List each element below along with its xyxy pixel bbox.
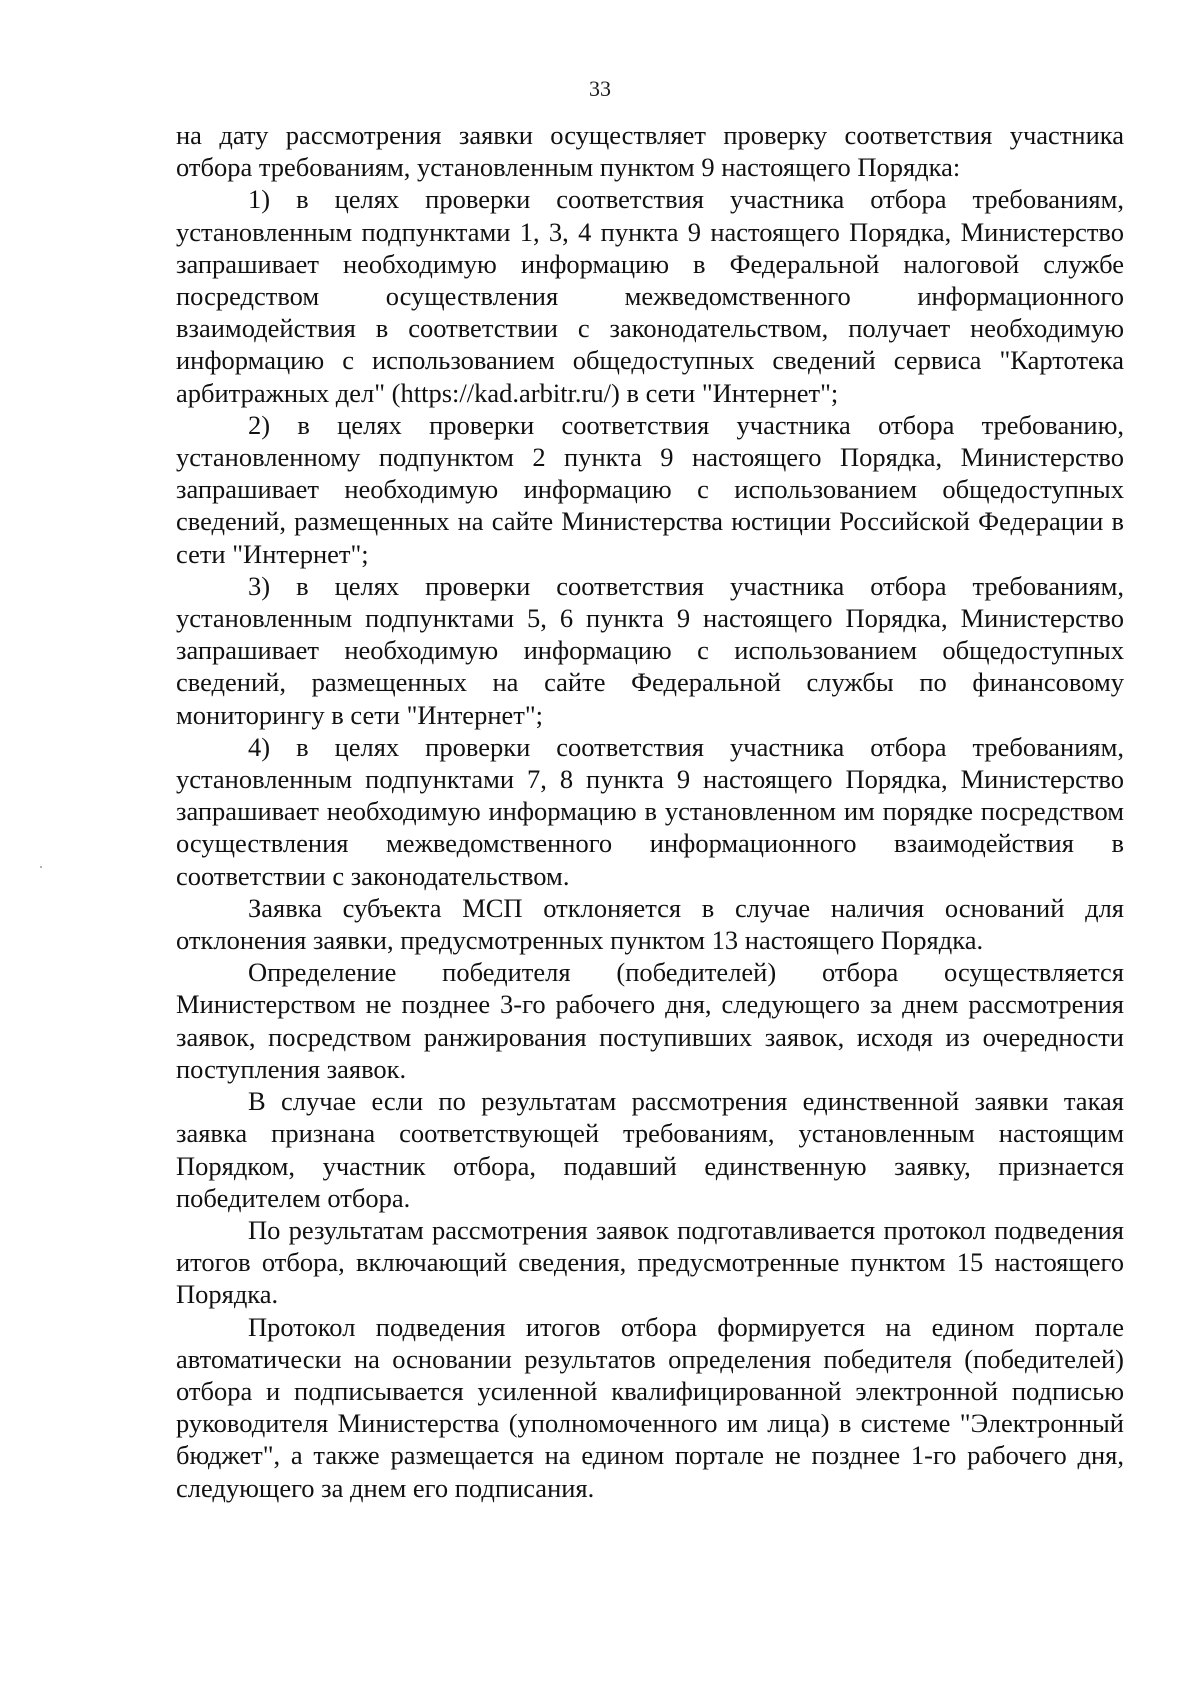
scan-speck	[40, 866, 42, 868]
paragraph-continuation: на дату рассмотрения заявки осуществляет проверку соответствия участника отбора требованиям, установленным пунктом 9 настоящего Порядка:	[176, 120, 1124, 183]
paragraph-protocol-formation: Протокол подведения итогов отбора формируется на едином портале автоматически на основании результатов определения победителя (победителей) отбора и подписывается усиленной квалифицированной электронной подписью руководителя Министерства (уполномоченного им лица) в системе "Электронный бюджет", а также размещается на едином портале не позднее 1-го рабочего дня, следующего за днем его подписания.	[176, 1311, 1124, 1503]
paragraph-item-1: 1) в целях проверки соответствия участника отбора требованиям, установленным подпунктами 1, 3, 4 пункта 9 настоящего Порядка, Министерство запрашивает необходимую информацию в Федеральной налоговой службе посредством осуществления межведомственного информационного взаимодействия в соответствии с законодательством, получает необходимую информацию с использованием общедоступных сведений сервиса "Картотека арбитражных дел" (https://kad.arbitr.ru/) в сети "Интернет";	[176, 184, 1124, 408]
paragraph-rejection: Заявка субъекта МСП отклоняется в случае наличия оснований для отклонения заявки, предусмотренных пунктом 13 настоящего Порядка.	[176, 892, 1124, 956]
page-number: 33	[589, 76, 611, 101]
paragraph-item-3: 3) в целях проверки соответствия участника отбора требованиям, установленным подпунктами 5, 6 пункта 9 настоящего Порядка, Министерство запрашивает необходимую информацию с использованием общедоступных сведений, размещенных на сайте Федеральной службы по финансовому мониторингу в сети "Интернет";	[176, 570, 1124, 730]
paragraph-item-2: 2) в целях проверки соответствия участника отбора требованию, установленному подпунктом 2 пункта 9 настоящего Порядка, Министерство запрашивает необходимую информацию с использованием общедоступных сведений, размещенных на сайте Министерства юстиции Российской Федерации в сети "Интернет";	[176, 409, 1124, 569]
paragraph-item-4: 4) в целях проверки соответствия участника отбора требованиям, установленным подпунктами 7, 8 пункта 9 настоящего Порядка, Министерство запрашивает необходимую информацию в установленном им порядке посредством осуществления межведомственного информационного взаимодействия в соответствии с законодательством.	[176, 731, 1124, 891]
document-body	[176, 119, 1124, 1504]
paragraph-winner-determination: Определение победителя (победителей) отбора осуществляется Министерством не позднее 3-го рабочего дня, следующего за днем рассмотрения заявок, посредством ранжирования поступивших заявок, исходя из очередности поступления заявок.	[176, 957, 1124, 1084]
paragraph-protocol-preparation: По результатам рассмотрения заявок подготавливается протокол подведения итогов отбора, включающий сведения, предусмотренные пунктом 15 настоящего Порядка.	[176, 1214, 1124, 1310]
paragraph-single-application: В случае если по результатам рассмотрения единственной заявки такая заявка признана соответствующей требованиям, установленным настоящим Порядком, участник отбора, подавший единственную заявку, признается победителем отбора.	[176, 1086, 1124, 1213]
